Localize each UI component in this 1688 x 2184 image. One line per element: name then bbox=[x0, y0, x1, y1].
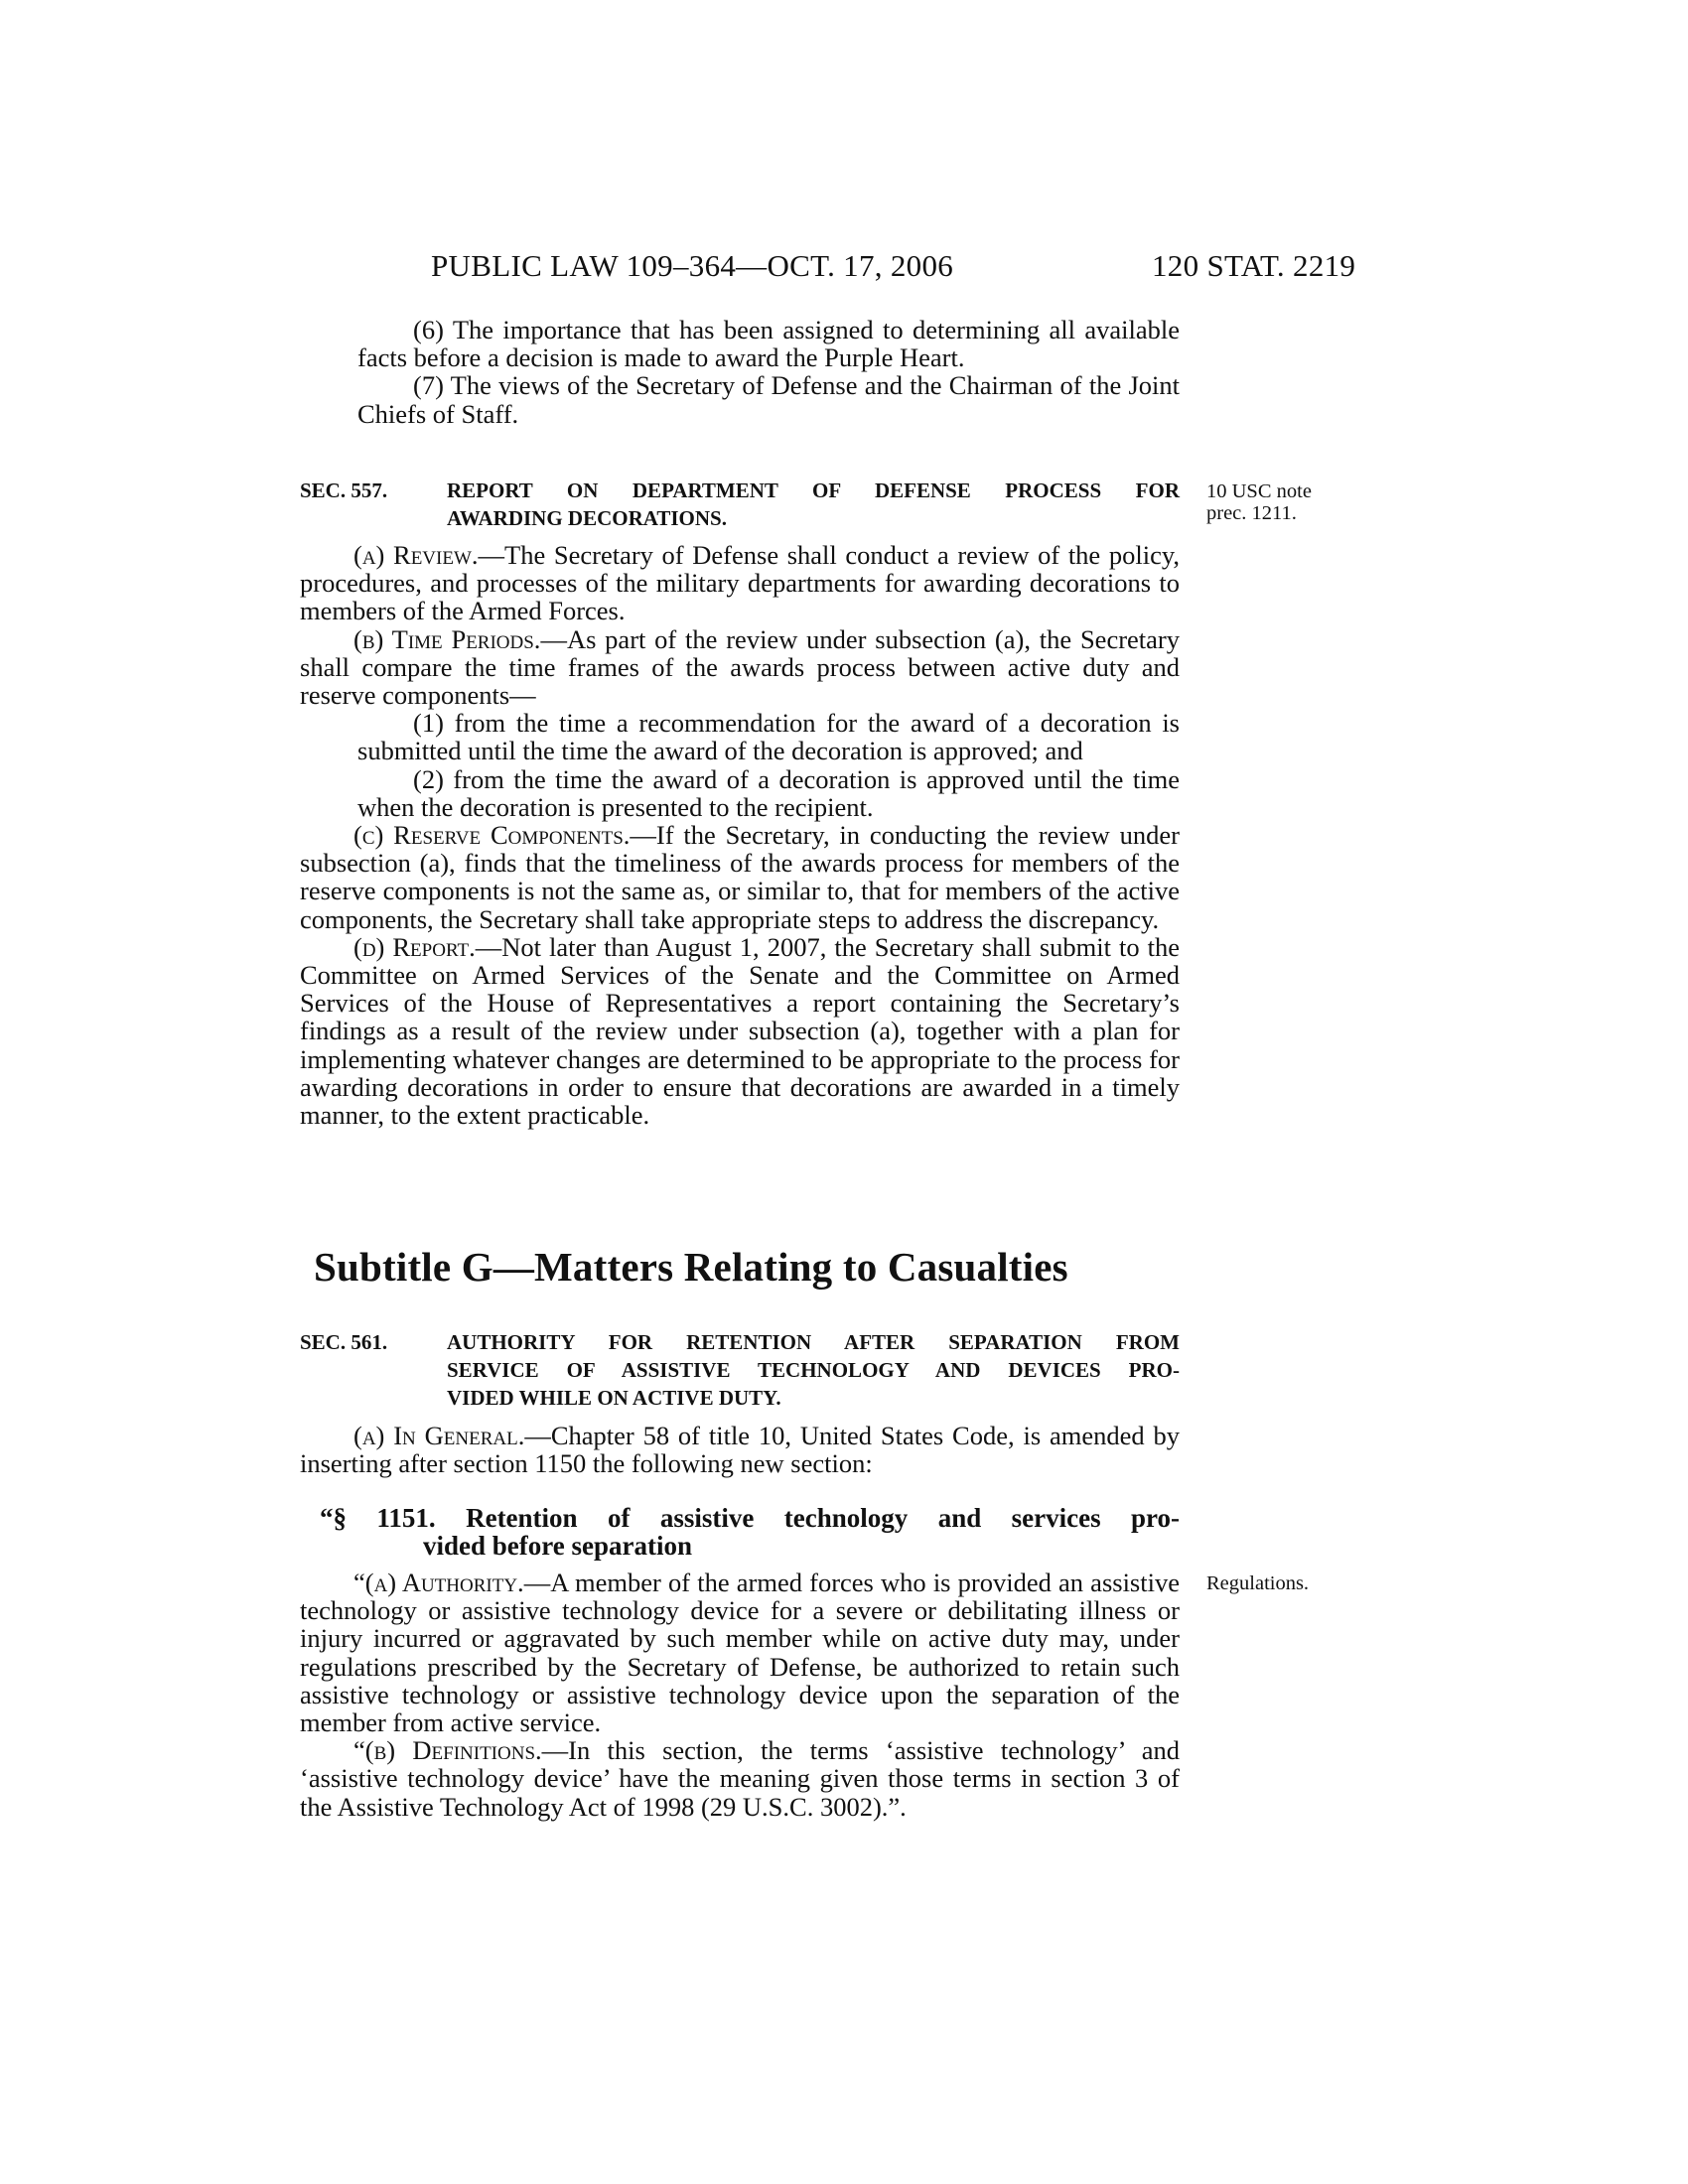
new-section-heading bbox=[300, 1504, 1180, 1560]
section-561-body bbox=[300, 1422, 1180, 1477]
margin-note-regulations: Regulations. bbox=[1206, 1572, 1310, 1594]
section-title-line3: VIDED WHILE ON ACTIVE DUTY. bbox=[447, 1386, 781, 1410]
running-head: PUBLIC LAW 109–364—OCT. 17, 2006 bbox=[431, 248, 954, 283]
new-section-title-line2: vided before separation bbox=[423, 1531, 692, 1561]
paragraph-7: (7) The views of the Secretary of Defense and the Chairman of the Joint Chiefs of Staff. bbox=[357, 370, 1180, 429]
subsection-c: (c) Reserve Components.—If the Secretary, in conducting the review under subsection (a), finds that the timeliness of the awards process for members of the reserve components is not the same as, or similar to, that for members of the active components, the Secretary shall take appropriate steps to address the discrepancy. bbox=[300, 820, 1180, 934]
subsection-a: (a) Review.—The Secretary of Defense shall conduct a review of the policy, procedures, and processes of the military departments for awarding decorations to members of the Armed Forces. bbox=[300, 540, 1180, 626]
margin-note-line1: 10 USC note bbox=[1206, 480, 1312, 502]
margin-note-line2: prec. 1211. bbox=[1206, 502, 1297, 524]
section-number: SEC. 557. bbox=[300, 478, 388, 502]
section-title-line1: AUTHORITY FOR RETENTION AFTER SEPARATION FROM bbox=[447, 1330, 1180, 1354]
subtitle-heading: Subtitle G—Matters Relating to Casualties bbox=[314, 1244, 1068, 1290]
paragraph-b1: (1) from the time a recommendation for the award of a decoration is submitted until the time the award of the decoration is approved; and bbox=[357, 708, 1180, 766]
new-section-title-line1: “§ 1151. Retention of assistive technology and services pro- bbox=[320, 1503, 1180, 1533]
new-section-body bbox=[300, 1569, 1180, 1821]
paragraph-b2: (2) from the time the award of a decoration is approved until the time when the decoration is presented to the recipient. bbox=[357, 763, 1180, 822]
stat-page-number: 120 STAT. 2219 bbox=[1152, 248, 1356, 283]
section-title-line2: AWARDING DECORATIONS. bbox=[447, 506, 727, 530]
new-subsection-a: “(a) Authority.—A member of the armed forces who is provided an assistive technology or assistive technology device for a severe or debilitating illness or injury incurred or aggravated by such member while on active duty may, under regulations prescribed by the Secretary of Defense, be authorized to retain such assistive technology or assistive technology device upon the separation of the member from active service. bbox=[300, 1568, 1180, 1738]
list-continuation bbox=[300, 316, 1180, 428]
section-561-heading bbox=[300, 1328, 1180, 1412]
paragraph-6: (6) The importance that has been assigned to determining all available facts before a decision is made to award the Purple Heart. bbox=[357, 315, 1180, 373]
section-number: SEC. 561. bbox=[300, 1330, 388, 1354]
section-title-line1: REPORT ON DEPARTMENT OF DEFENSE PROCESS FOR bbox=[447, 478, 1180, 502]
subsection-d: (d) Report.—Not later than August 1, 2007, the Secretary shall submit to the Committee on Armed Services of the Senate and the Committee on Armed Services of the House of Representatives a report containing the Secretary’s findings as a result of the review under subsection (a), together with a plan for implementing whatever changes are determined to be appropriate to the process for awarding decorations in order to ensure that decorations are awarded in a timely manner, to the extent practicable. bbox=[300, 931, 1180, 1131]
section-title-line2: SERVICE OF ASSISTIVE TECHNOLOGY AND DEVICES PRO- bbox=[447, 1358, 1180, 1382]
margin-note-usc bbox=[1206, 480, 1312, 524]
new-subsection-b: “(b) Definitions.—In this section, the terms ‘assistive technology’ and ‘assistive technology device’ have the meaning given those terms in section 3 of the Assistive Technology Act of 1998 (29 U.S.C. 3002).”. bbox=[300, 1735, 1180, 1822]
subsection-a: (a) In General.—Chapter 58 of title 10, United States Code, is amended by inserting after section 1150 the following new section: bbox=[300, 1421, 1180, 1479]
section-557-heading bbox=[300, 477, 1180, 532]
subsection-b: (b) Time Periods.—As part of the review under subsection (a), the Secretary shall compare the time frames of the awards process between active duty and reserve components— bbox=[300, 623, 1180, 711]
section-557-body bbox=[300, 541, 1180, 1129]
